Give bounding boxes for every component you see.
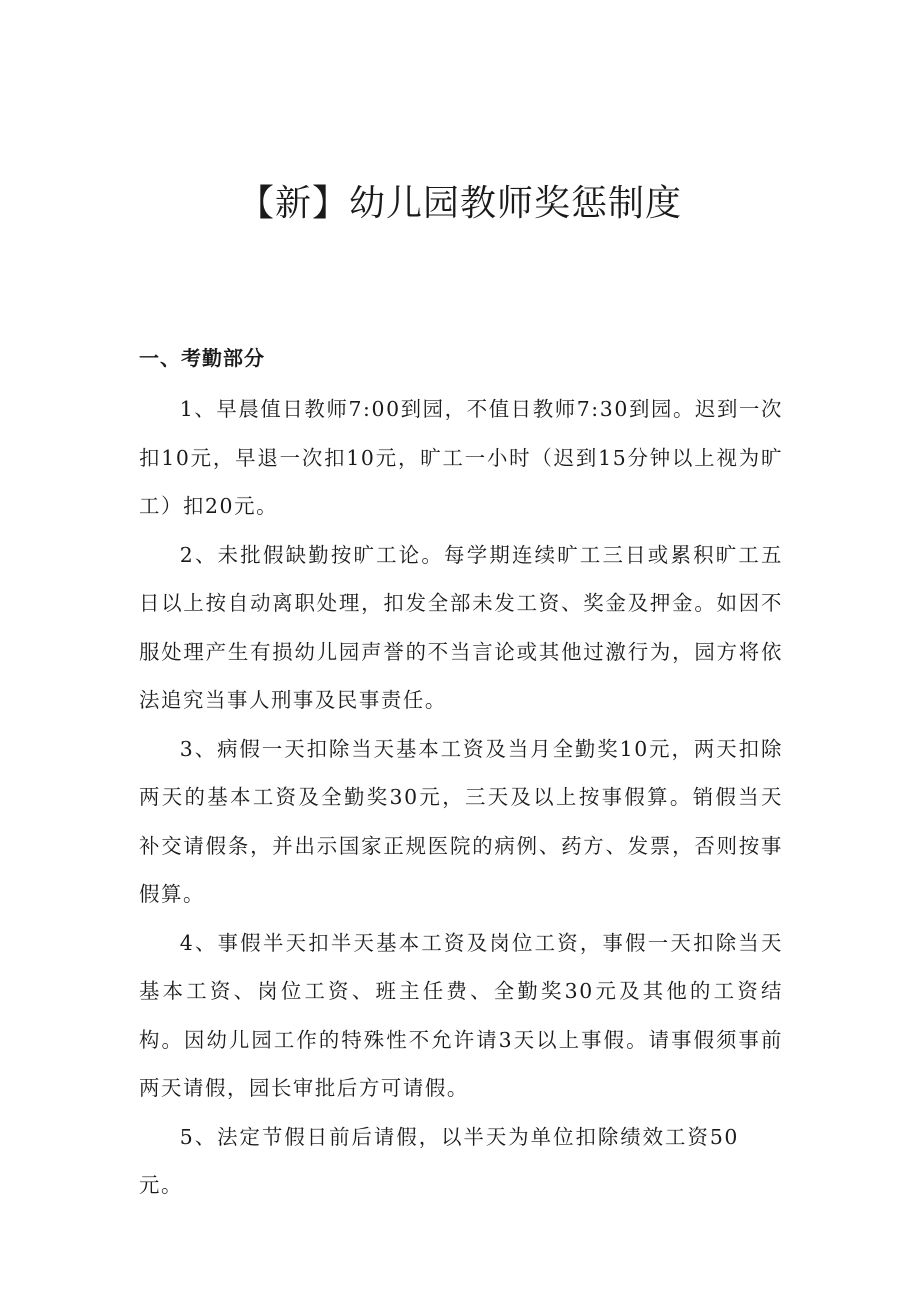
section-heading-attendance: 一、考勤部分 (139, 346, 265, 370)
paragraph-1: 1、早晨值日教师7:00到园，不值日教师7:30到园。迟到一次扣10元，早退一次扣10元，旷工一小时（迟到15分钟以上视为旷工）扣20元。 (139, 397, 783, 518)
document-title: 【新】幼儿园教师奖惩制度 (237, 183, 682, 224)
paragraph-4: 4、事假半天扣半天基本工资及岗位工资，事假一天扣除当天基本工资、岗位工资、班主任费、全勤奖30元及其他的工资结构。因幼儿园工作的特殊性不允许请3天以上事假。请事假须事前两天请假，园长审批后方可请假。 (139, 930, 783, 1100)
paragraph-3: 3、病假一天扣除当天基本工资及当月全勤奖10元，两天扣除两天的基本工资及全勤奖30元，三天及以上按事假算。销假当天补交请假条，并出示国家正规医院的病例、药方、发票，否则按事假算。 (139, 736, 783, 906)
paragraph-5: 5、法定节假日前后请假，以半天为单位扣除绩效工资50元。 (139, 1124, 739, 1197)
paragraph-2: 2、未批假缺勤按旷工论。每学期连续旷工三日或累积旷工五日以上按自动离职处理，扣发全部未发工资、奖金及押金。如因不服处理产生有损幼儿园声誉的不当言论或其他过激行为，园方将依法追究当事人刑事及民事责任。 (139, 542, 783, 712)
section-body-attendance (139, 385, 783, 1210)
